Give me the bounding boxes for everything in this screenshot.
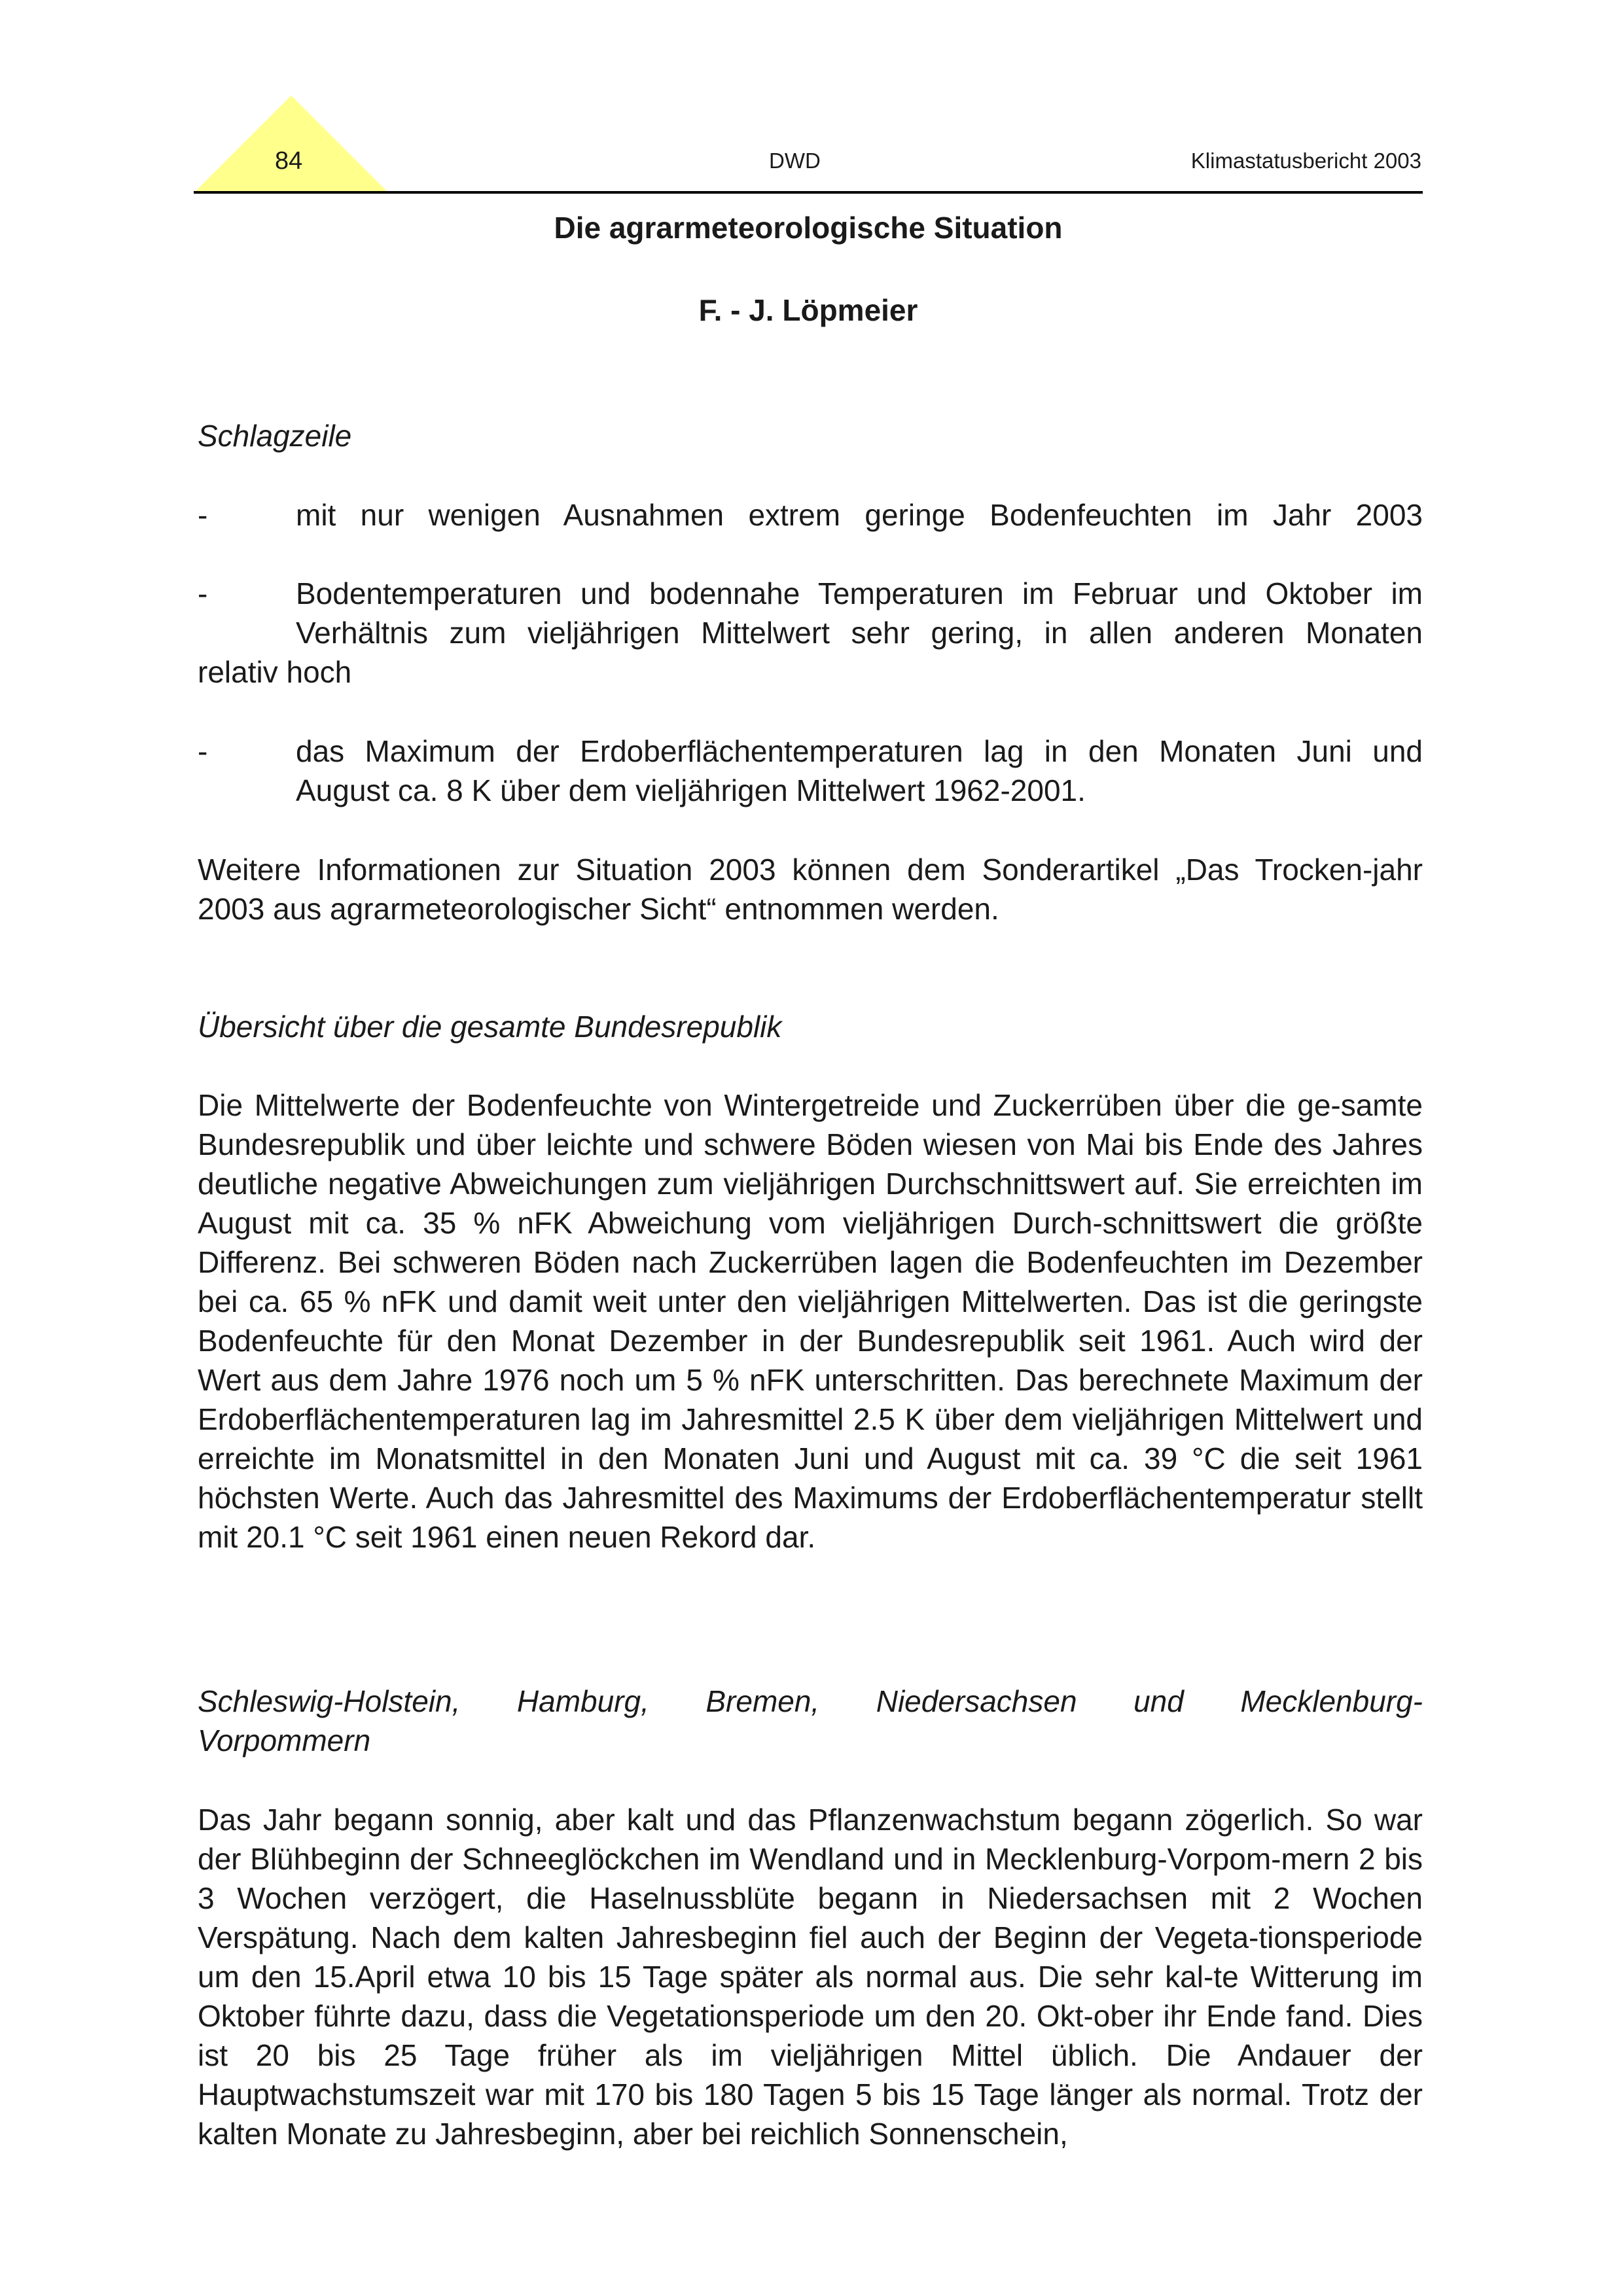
page-number-triangle: [193, 96, 389, 194]
header-rule: [194, 191, 1423, 194]
bullet-text-line: Bodentemperaturen und bodennahe Temperaturen im Februar und Oktober im: [296, 576, 1423, 610]
header-report-title: Klimastatusbericht 2003: [1190, 149, 1421, 173]
paragraph-further-info: [198, 850, 1423, 928]
section-heading-line: Vorpommern: [198, 1723, 371, 1757]
bullet-item: [198, 495, 1423, 535]
header-center-text: DWD: [769, 149, 821, 173]
bullet-dash: -: [198, 498, 208, 532]
section-heading-uebersicht: Übersicht über die gesamte Bundesrepublik: [198, 1010, 782, 1044]
document-author: F. - J. Löpmeier: [698, 293, 918, 327]
paragraph-text: Das Jahr begann sonnig, aber kalt und das Pflanzenwachstum begann zögerlich. So war der Blühbeginn der Schneeglöckchen im Wendland und in Mecklenburg-Vorpom-mern 2 bis 3 Wochen verzögert, die Haselnussblüte begann in Niedersachsen mit 2 Wochen Verspätung. Nach dem kalten Jahresbeginn fiel auch der Beginn der Vegeta-tionsperiode um den 15.April etwa 10 bis 15 Tage später als normal aus. Die sehr kal-te Witterung im Oktober führte dazu, dass die Vegetationsperiode um den 20. Okt-ober ihr Ende fand. Dies ist 20 bis 25 Tage früher als im vieljährigen Mittel üblich. Die Andauer der Hauptwachstumszeit war mit 170 bis 180 Tagen 5 bis 15 Tage länger als normal. Trotz der kalten Monate zu Jahresbeginn, aber bei reichlich Sonnenschein,: [198, 1803, 1423, 2151]
page-number: 84: [275, 147, 303, 175]
document-title: Die agrarmeteorologische Situation: [554, 211, 1063, 245]
section-heading-line: Schleswig-Holstein, Hamburg, Bremen, Niedersachsen und Mecklenburg-: [198, 1684, 1423, 1718]
bullet-text-line: relativ hoch: [198, 655, 352, 689]
bullet-dash: -: [198, 576, 208, 610]
bullet-dash: -: [198, 734, 208, 768]
section-heading-north-germany: [198, 1682, 1423, 1760]
paragraph-overview: [198, 1086, 1423, 1557]
bullet-item: [198, 574, 1423, 692]
paragraph-text: Die Mittelwerte der Bodenfeuchte von Wintergetreide und Zuckerrüben über die ge-samte Bundesrepublik und über leichte und schwere Böden wiesen von Mai bis Ende des Jahres deutliche negative Abweichungen zum vieljährigen Durchschnittswert auf. Sie erreichten im August mit ca. 35 % nFK Abweichung vom vieljährigen Durch-schnittswert die größte Differenz. Bei schweren Böden nach Zuckerrüben lagen die Bodenfeuchten im Dezember bei ca. 65 % nFK und damit weit unter den vieljährigen Mittelwerten. Das ist die geringste Bodenfeuchte für den Monat Dezember in der Bundesrepublik seit 1961. Auch wird der Wert aus dem Jahre 1976 noch um 5 % nFK unterschritten. Das berechnete Maximum der Erdoberflächentemperaturen lag im Jahresmittel 2.5 K über dem vieljährigen Mittelwert und erreichte im Monatsmittel in den Monaten Juni und August mit ca. 39 °C die seit 1961 höchsten Werte. Auch das Jahresmittel des Maximums der Erdoberflächentemperatur stellt mit 20.1 °C seit 1961 einen neuen Rekord dar.: [198, 1088, 1423, 1554]
paragraph-north-germany: [198, 1800, 1423, 2153]
bullet-text-line: Verhältnis zum vieljährigen Mittelwert sehr gering, in allen anderen Monaten: [296, 616, 1423, 650]
bullet-text-line: August ca. 8 K über dem vieljährigen Mittelwert 1962-2001.: [296, 773, 1086, 807]
paragraph-text: Weitere Informationen zur Situation 2003 können dem Sonderartikel „Das Trocken-jahr 2003 aus agrarmeteorologischer Sicht“ entnommen werden.: [198, 853, 1423, 926]
bullet-item: [198, 732, 1423, 810]
section-heading-schlagzeile: Schlagzeile: [198, 419, 352, 453]
bullet-text-line: das Maximum der Erdoberflächentemperaturen lag in den Monaten Juni und: [296, 734, 1423, 768]
bullet-text: mit nur wenigen Ausnahmen extrem geringe Bodenfeuchten im Jahr 2003: [296, 498, 1423, 532]
